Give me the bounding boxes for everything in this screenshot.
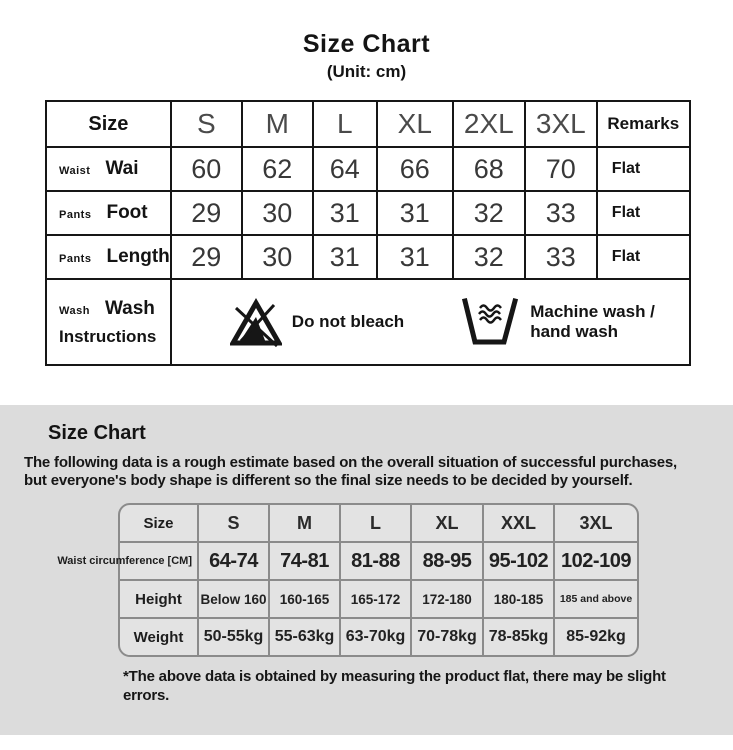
header — [0, 30, 733, 82]
row-title: Wai — [105, 158, 139, 179]
cell-value: 55-63kg — [269, 618, 340, 655]
col-header-3xl: 3XL — [554, 505, 637, 542]
bottom-section-title: Size Chart — [48, 422, 146, 444]
cell-value: 60 — [171, 147, 242, 191]
row-category: Pants — [59, 209, 92, 221]
row-category: Pants — [59, 253, 92, 265]
footnote: *The above data is obtained by measuring the product flat, there may be slight errors. — [123, 668, 666, 705]
cell-value: 66 — [377, 147, 453, 191]
cell-value: 74-81 — [269, 542, 340, 580]
top-size-table — [45, 100, 691, 366]
col-header-remarks: Remarks — [597, 101, 690, 147]
row-label-pants-foot — [46, 191, 171, 235]
cell-value: 62 — [242, 147, 313, 191]
row-title: Foot — [106, 202, 148, 223]
cell-value: 33 — [525, 191, 597, 235]
wash-instructions-cell — [171, 279, 690, 365]
col-header-m: M — [269, 505, 340, 542]
cell-value: 88-95 — [411, 542, 483, 580]
row-label-pants-length — [46, 235, 171, 279]
cell-value: 68 — [453, 147, 525, 191]
cell-value: 64-74 — [198, 542, 269, 580]
cell-value: 165-172 — [340, 580, 411, 618]
cell-value: 31 — [377, 191, 453, 235]
cell-value: 160-165 — [269, 580, 340, 618]
col-header-size: Size — [46, 101, 171, 147]
bottom-section-description: The following data is a rough estimate based on the overall situation of successful purchases, but everyone's body shape is different so the final size needs to be decided by yourself. — [24, 454, 678, 489]
col-header-l: L — [340, 505, 411, 542]
col-header-2xl: 2XL — [453, 101, 525, 147]
top-table-header-row — [46, 101, 690, 147]
wash-item-text: Do not bleach — [291, 311, 405, 331]
cell-value: 70-78kg — [411, 618, 483, 655]
col-header-l: L — [313, 101, 377, 147]
cell-value: 63-70kg — [340, 618, 411, 655]
cell-value: 81-88 — [340, 542, 411, 580]
row-title-line2: Instructions — [59, 326, 157, 346]
unit-label: (Unit: cm) — [326, 62, 407, 81]
row-label-waist-circumference — [57, 542, 198, 580]
table-row-waist — [46, 147, 690, 191]
cell-value: 31 — [313, 191, 377, 235]
table-row-pants-length — [46, 235, 690, 279]
cell-value: 78-85kg — [483, 618, 554, 655]
cell-value: 50-55kg — [198, 618, 269, 655]
cell-value: 70 — [525, 147, 597, 191]
table-row-height — [120, 580, 637, 618]
page-title — [303, 30, 430, 59]
page-title-text: Size Chart — [302, 30, 431, 58]
table-row-pants-foot — [46, 191, 690, 235]
cell-value: 185 and above — [554, 580, 637, 618]
bottom-table-header-row — [120, 505, 637, 542]
do-not-bleach-icon — [230, 295, 282, 349]
cell-value: 33 — [525, 235, 597, 279]
wash-item-bleach — [230, 295, 404, 349]
col-header-s: S — [171, 101, 242, 147]
col-header-m: M — [242, 101, 313, 147]
col-header-xl: XL — [411, 505, 483, 542]
cell-value: 102-109 — [554, 542, 637, 580]
row-label-text: Waist circumference [CM] — [57, 555, 192, 568]
cell-value: 29 — [171, 191, 242, 235]
row-category: Wash — [59, 304, 90, 317]
table-row-weight — [120, 618, 637, 655]
bottom-size-table — [57, 505, 637, 655]
col-header-xxl: XXL — [483, 505, 554, 542]
cell-value: 95-102 — [483, 542, 554, 580]
col-header-s: S — [198, 505, 269, 542]
bottom-size-table-wrapper — [57, 503, 639, 657]
cell-remark: Flat — [597, 235, 690, 279]
cell-value: 30 — [242, 191, 313, 235]
cell-value: 172-180 — [411, 580, 483, 618]
cell-remark: Flat — [597, 191, 690, 235]
bottom-section — [0, 405, 733, 735]
table-row-wash-instructions — [46, 279, 690, 365]
row-title: Length — [106, 246, 170, 267]
row-label-waist — [46, 147, 171, 191]
col-header-3xl: 3XL — [525, 101, 597, 147]
cell-value: 30 — [242, 235, 313, 279]
cell-value: 31 — [377, 235, 453, 279]
wash-item-text: Machine wash / hand wash — [530, 301, 655, 341]
machine-wash-icon — [458, 297, 520, 347]
row-category: Waist — [59, 165, 91, 177]
cell-value: 29 — [171, 235, 242, 279]
cell-value: 32 — [453, 191, 525, 235]
col-header-xl: XL — [377, 101, 453, 147]
cell-value: 31 — [313, 235, 377, 279]
cell-remark: Flat — [597, 147, 690, 191]
cell-value: 180-185 — [483, 580, 554, 618]
cell-value: 32 — [453, 235, 525, 279]
wash-item-machine-wash — [458, 297, 672, 347]
row-label-weight: Weight — [120, 618, 198, 655]
cell-value: 85-92kg — [566, 628, 626, 646]
table-row-waist-circumference — [120, 542, 637, 580]
col-header-size: Size — [120, 505, 198, 542]
row-label-wash — [46, 279, 171, 365]
row-label-height: Height — [120, 580, 198, 618]
row-title: Wash — [104, 297, 155, 319]
cell-value: 64 — [313, 147, 377, 191]
cell-value: Below 160 — [198, 580, 269, 618]
